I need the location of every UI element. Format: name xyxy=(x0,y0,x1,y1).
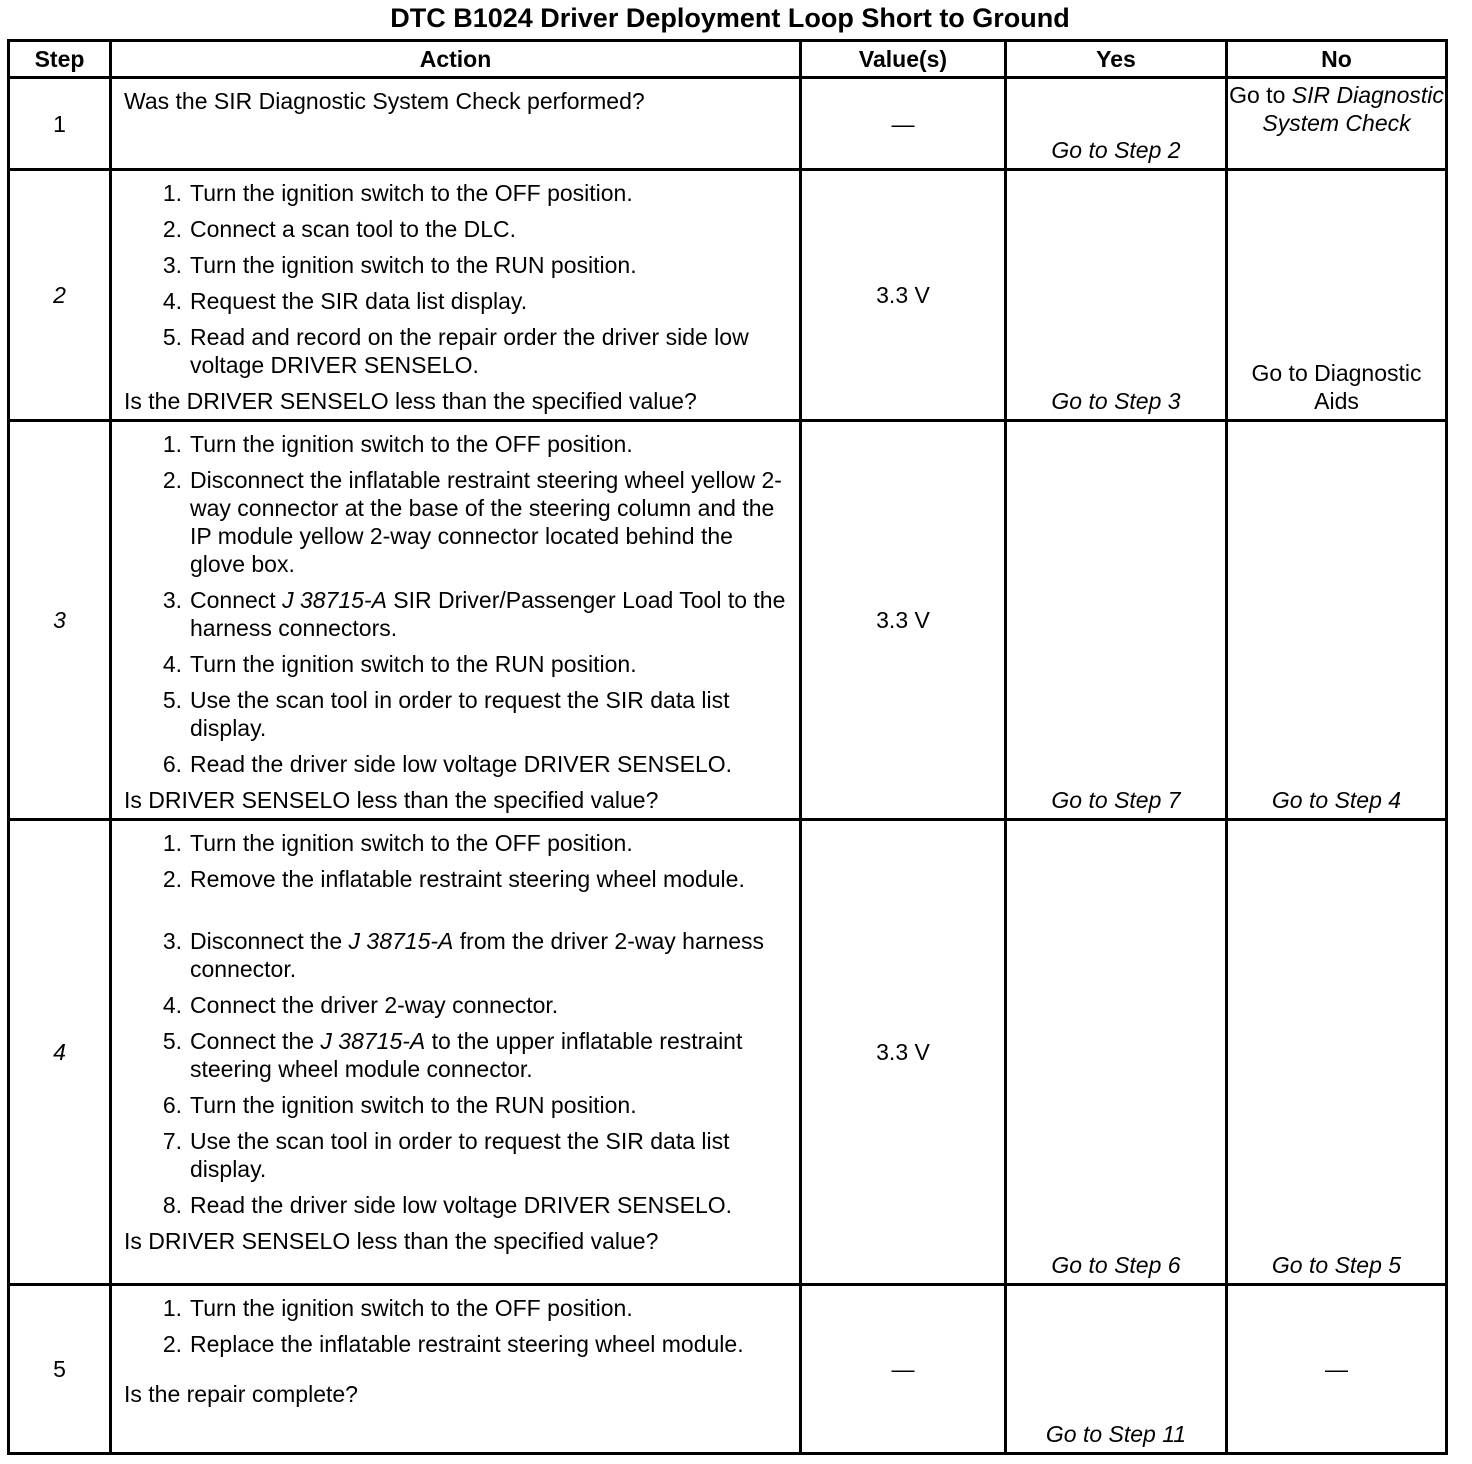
step-number: 1 xyxy=(9,78,111,170)
action-cell xyxy=(111,78,801,170)
action-question: Is DRIVER SENSELO less than the specified value? xyxy=(124,787,659,813)
header-yes: Yes xyxy=(1006,41,1227,78)
action-question: Is the DRIVER SENSELO less than the specified value? xyxy=(124,388,697,414)
action-step: 2. Disconnect the inflatable restraint steering wheel yellow 2-way connector at the base of the steering column and the IP module yellow 2-way connector located behind the glove box. xyxy=(162,467,782,577)
page-title: DTC B1024 Driver Deployment Loop Short to Ground xyxy=(390,3,1070,33)
step-number: 4 xyxy=(9,820,111,1285)
action-step: 1. Turn the ignition switch to the OFF position. xyxy=(162,431,633,457)
table-row xyxy=(9,421,1447,820)
action-step: 4. Request the SIR data list display. xyxy=(162,288,528,314)
step-number: 3 xyxy=(9,421,111,820)
yes-cell: Go to Step 6 xyxy=(1006,820,1227,1285)
diagnostic-table xyxy=(7,39,1448,1455)
action-step: 1. Turn the ignition switch to the OFF position. xyxy=(162,180,633,206)
tool-name: J 38715-A xyxy=(282,587,387,613)
yes-cell: Go to Step 11 xyxy=(1006,1285,1227,1454)
action-step: 3. Disconnect the J 38715-A from the driver 2-way harness connector. xyxy=(162,928,765,982)
table-row xyxy=(9,78,1447,170)
tool-name: J 38715-A xyxy=(348,928,454,954)
value-cell: — xyxy=(801,1285,1006,1454)
action-step: 6. Turn the ignition switch to the RUN position. xyxy=(162,1092,637,1118)
no-link: SIR Diagnostic System Check xyxy=(1262,82,1444,136)
table-row xyxy=(9,820,1447,1285)
header-action: Action xyxy=(111,41,801,78)
no-cell: — xyxy=(1227,1285,1447,1454)
action-step: 3. Connect J 38715-A SIR Driver/Passenger Load Tool to the harness connectors. xyxy=(162,587,786,641)
table-row xyxy=(9,170,1447,421)
yes-cell: Go to Step 2 xyxy=(1006,78,1227,170)
action-cell xyxy=(111,170,801,421)
action-step: 2. Remove the inflatable restraint steering wheel module. xyxy=(162,866,745,892)
action-cell xyxy=(111,1285,801,1454)
action-cell xyxy=(111,820,801,1285)
action-step: 1. Turn the ignition switch to the OFF position. xyxy=(162,1295,633,1321)
action-step: 2. Connect a scan tool to the DLC. xyxy=(162,216,517,242)
action-step: 5. Connect the J 38715-A to the upper inflatable restraint steering wheel module connector. xyxy=(162,1028,743,1082)
no-cell: Go to Diagnostic Aids xyxy=(1227,170,1447,421)
action-step: 5. Read and record on the repair order the driver side low voltage DRIVER SENSELO. xyxy=(162,324,749,378)
header-no: No xyxy=(1227,41,1447,78)
no-cell: Go to Step 5 xyxy=(1227,820,1447,1285)
action-step: 4. Turn the ignition switch to the RUN position. xyxy=(162,651,637,677)
step-number: 5 xyxy=(9,1285,111,1454)
action-steps xyxy=(124,1294,791,1358)
action-question: Was the SIR Diagnostic System Check performed? xyxy=(124,88,645,114)
action-step: 2. Replace the inflatable restraint steering wheel module. xyxy=(162,1331,744,1357)
value-cell: 3.3 V xyxy=(801,170,1006,421)
tool-name: J 38715-A xyxy=(320,1028,426,1054)
table-header-row xyxy=(9,41,1447,78)
value-cell: 3.3 V xyxy=(801,820,1006,1285)
value-cell: 3.3 V xyxy=(801,421,1006,820)
action-step: 3. Turn the ignition switch to the RUN position. xyxy=(162,252,637,278)
action-step: 6. Read the driver side low voltage DRIVER SENSELO. xyxy=(162,751,733,777)
header-step: Step xyxy=(9,41,111,78)
yes-cell: Go to Step 7 xyxy=(1006,421,1227,820)
step-number: 2 xyxy=(9,170,111,421)
action-steps xyxy=(124,829,791,1219)
action-step: 4. Connect the driver 2-way connector. xyxy=(162,992,559,1018)
no-prefix: Go to xyxy=(1229,82,1292,108)
no-cell xyxy=(1227,78,1447,170)
yes-cell: Go to Step 3 xyxy=(1006,170,1227,421)
action-steps xyxy=(124,430,791,778)
header-values: Value(s) xyxy=(801,41,1006,78)
table-row xyxy=(9,1285,1447,1454)
value-cell: — xyxy=(801,78,1006,170)
action-cell xyxy=(111,421,801,820)
action-step: 7. Use the scan tool in order to request the SIR data list display. xyxy=(162,1128,730,1182)
action-step: 5. Use the scan tool in order to request the SIR data list display. xyxy=(162,687,730,741)
action-question: Is DRIVER SENSELO less than the specified value? xyxy=(124,1228,659,1254)
action-steps xyxy=(124,179,791,379)
no-cell: Go to Step 4 xyxy=(1227,421,1447,820)
action-question: Is the repair complete? xyxy=(124,1381,358,1407)
action-step: 1. Turn the ignition switch to the OFF position. xyxy=(162,830,633,856)
action-step: 8. Read the driver side low voltage DRIVER SENSELO. xyxy=(162,1192,733,1218)
